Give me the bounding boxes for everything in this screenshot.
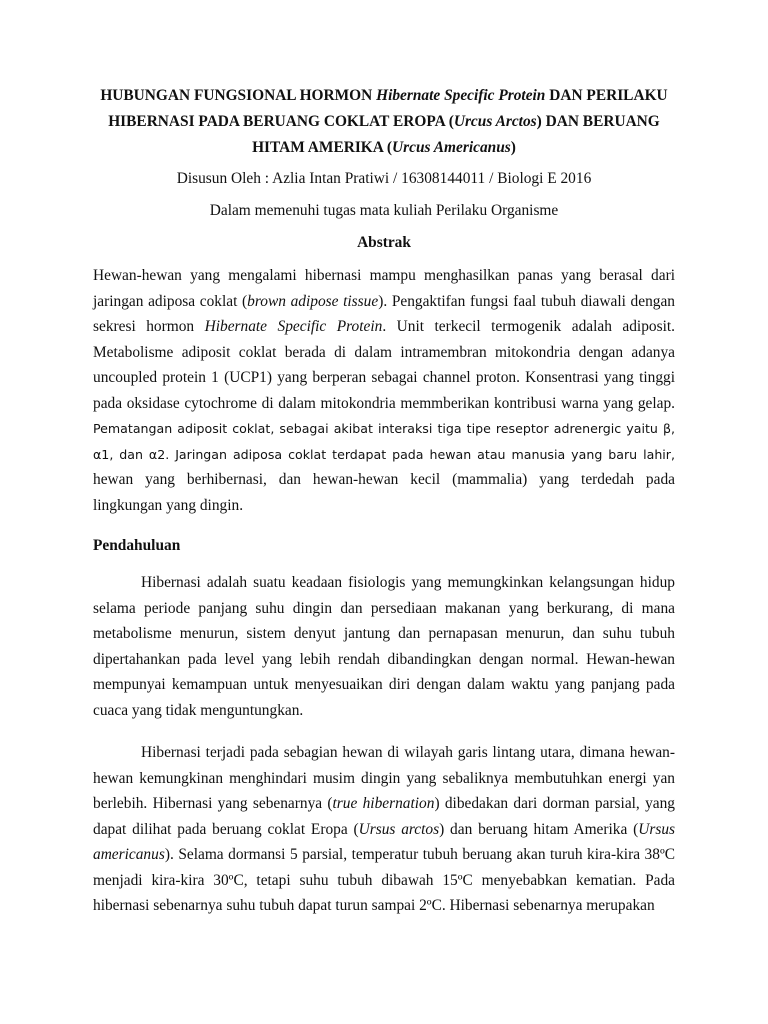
abstract-italic-hormone: Hibernate Specific Protein xyxy=(204,318,383,335)
author-line: Disusun Oleh : Azlia Intan Pratiwi / 16308144011 / Biologi E 2016 xyxy=(176,170,592,187)
abstract-text: hewan yang berhibernasi, dan hewan-hewan kecil (mammalia) yang terdedah pada lingkungan yang dingin. xyxy=(93,471,675,514)
purpose-line: Dalam memenuhi tugas mata kuliah Perilaku Organisme xyxy=(209,202,559,219)
title-text: ) xyxy=(510,139,516,156)
italic-species: Ursus americanus xyxy=(93,820,676,863)
abstract-heading: Abstrak xyxy=(357,234,411,251)
title-text: DAN PERILAKU HIBERNASI PADA BERUANG COKLAT EROPA ( xyxy=(108,87,668,130)
paragraph-text: Hibernasi terjadi pada sebagian hewan di wilayah garis lintang utara, dimana hewan-hewan kemungkinan menghindari musim dingin yang sebaliknya membutuhkan energi yan berlebih. Hibernasi yang sebenarnya ( xyxy=(93,744,675,812)
italic-term: true hibernation xyxy=(332,795,435,812)
introduction-paragraph-2 xyxy=(93,740,675,919)
title-text: HUBUNGAN FUNGSIONAL HORMON xyxy=(100,87,377,104)
paper-page xyxy=(93,83,675,919)
abstract-text: ). Pengaktifan fungsi faal tubuh diawali dengan sekresi hormon xyxy=(93,292,675,335)
abstract-italic-term: brown adipose tissue xyxy=(247,292,379,310)
paragraph-text: ) dan beruang hitam Amerika ( xyxy=(439,820,639,838)
abstract-paragraph xyxy=(93,263,675,518)
title-italic-species-black: Urcus Americanus xyxy=(392,139,511,156)
title-italic-hormone: Hibernate Specific Protein xyxy=(376,87,546,104)
abstract-text-sans: Pematangan adiposit coklat, sebagai akibat interaksi tiga tipe reseptor adrenergic yaitu β, α1, dan α2. Jaringan adiposa coklat terdapat pada hewan atau manusia yang baru lahir, xyxy=(93,421,675,462)
paragraph-text: ) dibedakan dari dorman parsial, yang dapat dilihat pada beruang coklat Eropa ( xyxy=(93,795,675,838)
italic-species: Ursus arctos xyxy=(358,820,440,838)
abstract-text: Hewan-hewan yang mengalami hibernasi mampu menghasilkan panas yang berasal dari jaringan adiposa coklat ( xyxy=(93,267,675,310)
paper-title xyxy=(93,83,675,161)
section-heading-introduction: Pendahuluan xyxy=(93,537,181,554)
introduction-paragraph-1: Hibernasi adalah suatu keadaan fisiologis yang memungkinkan kelangsungan hidup selama periode panjang suhu dingin dan persediaan makanan yang berkurang, di mana metabolisme menurun, sistem denyut jantung dan pernapasan menurun, dan suhu tubuh dipertahankan pada level yang lebih rendah dibandingkan dengan normal. Hewan-hewan mempunyai kemampuan untuk menyesuaikan diri dengan dalam waktu yang panjang pada cuaca yang tidak menguntungkan. xyxy=(93,574,675,719)
title-italic-species-brown: Urcus Arctos xyxy=(453,113,537,130)
title-text: ) DAN BERUANG HITAM AMERIKA ( xyxy=(252,113,660,156)
paragraph-text: ). Selama dormansi 5 parsial, temperatur tubuh beruang akan turuh kira-kira 38ºC menjadi kira-kira 30ºC, tetapi suhu tubuh dibawah 15ºC menyebabkan kematian. Pada hibernasi sebenarnya suhu tubuh dapat turun sampai 2ºC. Hibernasi sebenarnya merupakan xyxy=(93,846,675,914)
abstract-text: . Unit terkecil termogenik adalah adiposit. Metabolisme adiposit coklat berada di dalam intramembran mitokondria dengan adanya uncoupled protein 1 (UCP1) yang berperan sebagai channel proton. Konsentrasi yang tinggi pada oksidase cytochrome di dalam mitokondria memmberikan kontribusi warna yang gelap. xyxy=(93,318,675,412)
